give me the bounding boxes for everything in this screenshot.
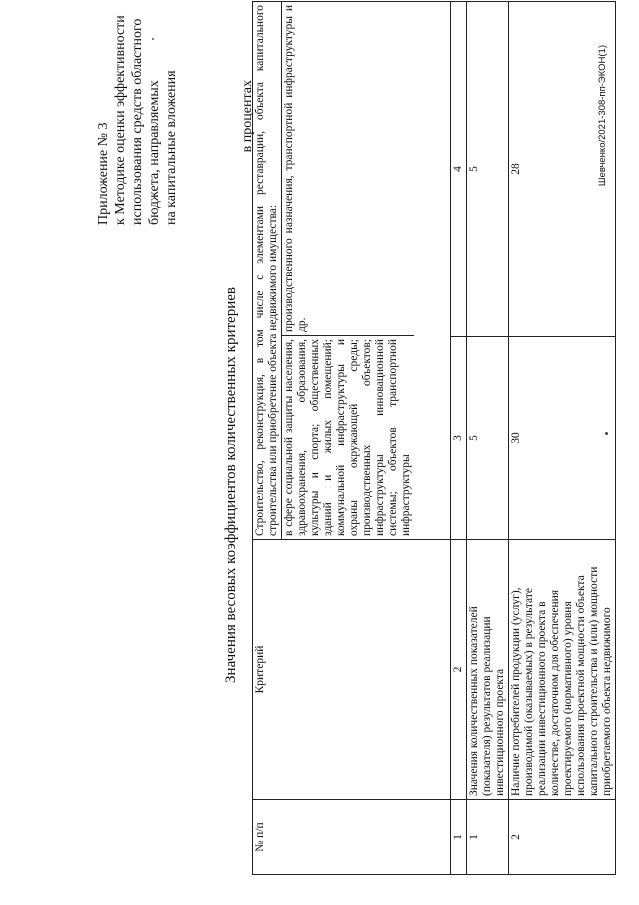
criteria-weights-table <box>252 1 616 875</box>
table-header-row <box>253 2 451 875</box>
header-social-sphere-label: в сфере социальной защиты населения, здравоохранения, образования, культуры и спорта; общественных зданий и жилых помещений; коммунальной инфраструктуры и охраны окружающей среды; производственных объектов; инфраструктуры инновационной системы; объектов транспортной инфраструктуры <box>282 335 414 539</box>
header-construction-label: Строительство, реконструкция, в том числе с элементами реставрации, объекта капитального строительства или приобретение объекта недвижимого имущества: <box>253 2 282 539</box>
page-marker-dot <box>605 432 608 435</box>
appendix-line: к Методике оценки эффективности <box>113 15 128 225</box>
units-note: в процентах <box>240 80 255 153</box>
appendix-header <box>95 15 180 225</box>
row-value-social: 5 <box>467 337 509 540</box>
row-value-production: 5 <box>467 2 509 337</box>
appendix-number: Приложение № 3 <box>96 122 111 225</box>
header-number-label: № п/п <box>254 822 266 852</box>
row-criterion: Значения количественных показателей (показателя) результатов реализации инвестиционного проекта <box>467 540 509 800</box>
table-numbering-row <box>451 2 467 875</box>
header-production-label: производственного назначения, транспортной инфраструктуры и др. <box>283 5 308 332</box>
appendix-line: бюджета, направляемых <box>147 80 162 225</box>
numbering-cell: 3 <box>451 337 467 540</box>
table-row <box>467 2 509 875</box>
header-criterion-cell <box>253 540 451 800</box>
numbering-cell: 4 <box>451 2 467 337</box>
document-code: Шевченко/2021-308-пп-ЭКОН(1) <box>597 45 608 187</box>
row-number: 2 <box>509 800 616 875</box>
scan-dust-mark <box>152 38 154 40</box>
document-title: Значения весовых коэффициентов количественных критериев <box>223 287 239 683</box>
header-number-cell <box>253 800 451 875</box>
row-value-production: 28 <box>509 2 616 337</box>
row-value-social: 30 <box>509 337 616 540</box>
row-number: 1 <box>467 800 509 875</box>
header-criterion-label: Критерий <box>254 645 266 694</box>
numbering-cell: 1 <box>451 800 467 875</box>
numbering-cell: 2 <box>451 540 467 800</box>
appendix-line: на капитальные вложения <box>164 70 179 225</box>
appendix-line: использования средств областного <box>130 18 145 225</box>
header-construction-cell <box>253 2 451 540</box>
row-criterion: Наличие потребителей продукции (услуг), производимой (оказываемых) в результате реализации инвестиционного проекта в количестве, достаточном для обеспечения проектируемого (нормативного) уровня использования проектной мощности объекта капитального строительства и (или) мощности приобретаемого объекта недвижимого <box>509 540 616 800</box>
